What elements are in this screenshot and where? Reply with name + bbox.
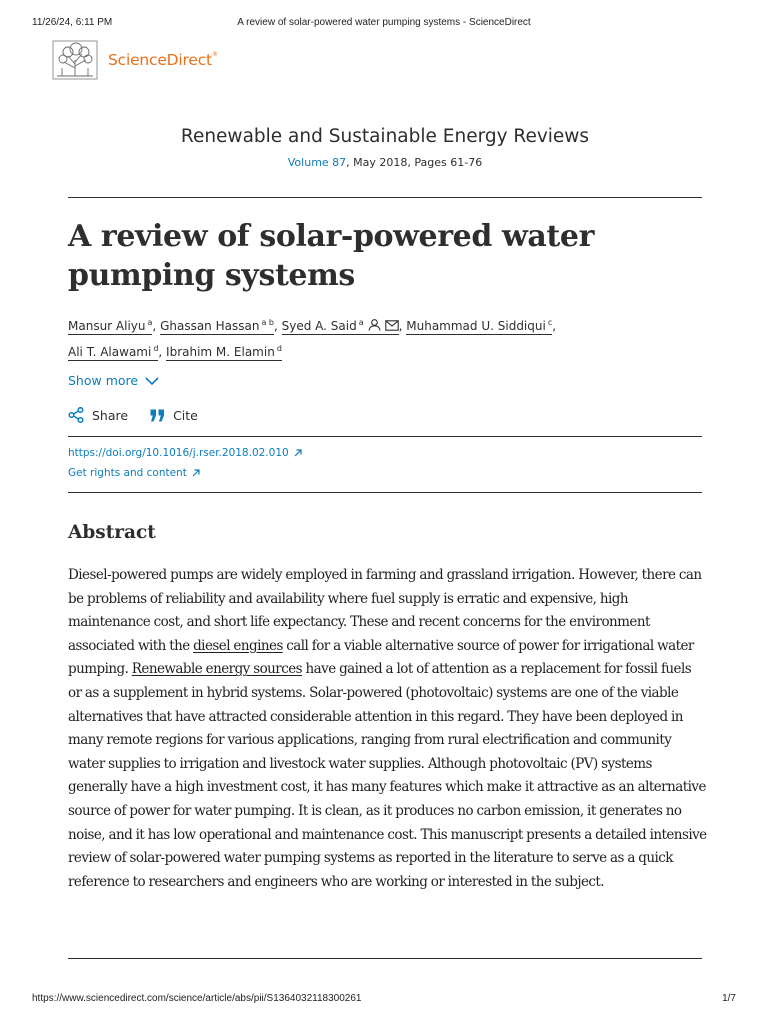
registered-mark: ® (211, 51, 218, 58)
author-link[interactable]: Ali T. Alawami $^d$ (68, 343, 159, 359)
author-link[interactable]: Ibrahim M. Elamin $^d$ (166, 343, 282, 359)
journal-title[interactable]: Renewable and Sustainable Energy Reviews (180, 126, 590, 147)
quote-icon (150, 409, 165, 422)
author-link[interactable]: Ghassan Hassan $^{a b}$ (160, 318, 274, 333)
renewable-energy-link[interactable]: Renewable energy sources (131, 661, 303, 678)
print-page-number: 1/7 (722, 993, 736, 1004)
print-datetime: 11/26/24, 6:11 PM (32, 17, 113, 28)
chevron-down-icon (145, 377, 159, 385)
person-icon (368, 319, 381, 331)
doi-text: https://doi.org/10.1016/j.rser.2018.02.010 (68, 447, 289, 459)
author-list: Mansur Aliyu $^a$, Ghassan Hassan $^{a b}$, Syed A. Said $^a$ , Muhammad U. Siddiqui $^c$, Ali T. Alawami $^d$, Ibrahim M. Elamin $^d$ (68, 318, 557, 359)
rights-link[interactable] (68, 467, 200, 479)
share-button[interactable] (68, 407, 128, 423)
rights-text: Get rights and content (68, 467, 187, 479)
external-link-arrow-icon (294, 449, 302, 457)
author-link[interactable]: Muhammad U. Siddiqui $^c$ (406, 318, 553, 333)
show-more-button[interactable] (68, 373, 159, 388)
cite-label: Cite (173, 407, 198, 423)
issue-details: , May 2018, Pages 61-76 (346, 156, 483, 169)
divider (68, 958, 702, 959)
article-actions (68, 407, 220, 423)
abstract-heading: Abstract (68, 522, 156, 543)
abstract-text: Diesel-powered pumps are widely employed in farming and grassland irrigation. However, there can be problems of reliability and availability where fuel supply is erratic and expensive, high maintenance cost, and short life expectancy. These and recent concerns for the environment associated with the diesel engines call for a viable alternative source of power for irrigational water pumping. Renewable energy sources have gained a lot of attention as a replacement for fossil fuels or as a supplement in hybrid systems. Solar-powered (photovoltaic) systems are one of the viable alternatives that have attracted considerable attention in this regard. They have been deployed in many remote regions for various applications, ranging from rural electrification and community water supplies to irrigation and livestock water supplies. Although photovoltaic (PV) systems generally have a high investment cost, it has many features which make it attractive as an alternative source of power for water pumping. It is clean, as it produces no carbon emission, it generates no noise, and it has low operational and maintenance cost. This manuscript presents a detailed intensive review of solar-powered water pumping systems as reported in the literature to serve as a quick reference to researchers and engineers who are working or interested in the subject. (68, 567, 707, 890)
mail-icon (385, 320, 399, 331)
divider (68, 492, 702, 493)
author-link[interactable]: Mansur Aliyu $^a$ (68, 318, 153, 333)
brand-name: ScienceDirect® (108, 51, 218, 69)
print-header (32, 17, 736, 31)
issue-info (68, 156, 702, 169)
elsevier-tree-icon (52, 40, 98, 80)
print-page-title: A review of solar-powered water pumping systems - ScienceDirect (237, 17, 531, 28)
share-label: Share (92, 407, 129, 423)
cite-button[interactable] (150, 408, 198, 423)
article-title: A review of solar-powered water pumping systems (68, 219, 594, 293)
divider (68, 436, 702, 437)
doi-link[interactable] (68, 447, 302, 459)
author-link[interactable]: Syed A. Said $^a$ (282, 319, 399, 335)
share-icon (68, 407, 84, 423)
divider (68, 197, 702, 198)
sciencedirect-logo[interactable] (52, 40, 218, 80)
print-footer (32, 993, 736, 1007)
show-more-label: Show more (68, 373, 139, 388)
external-link-arrow-icon (192, 469, 200, 477)
volume-link[interactable]: Volume 87 (287, 156, 347, 169)
print-url: https://www.sciencedirect.com/science/article/abs/pii/S1364032118300261 (32, 993, 362, 1004)
diesel-engines-link[interactable]: diesel engines (193, 637, 283, 654)
